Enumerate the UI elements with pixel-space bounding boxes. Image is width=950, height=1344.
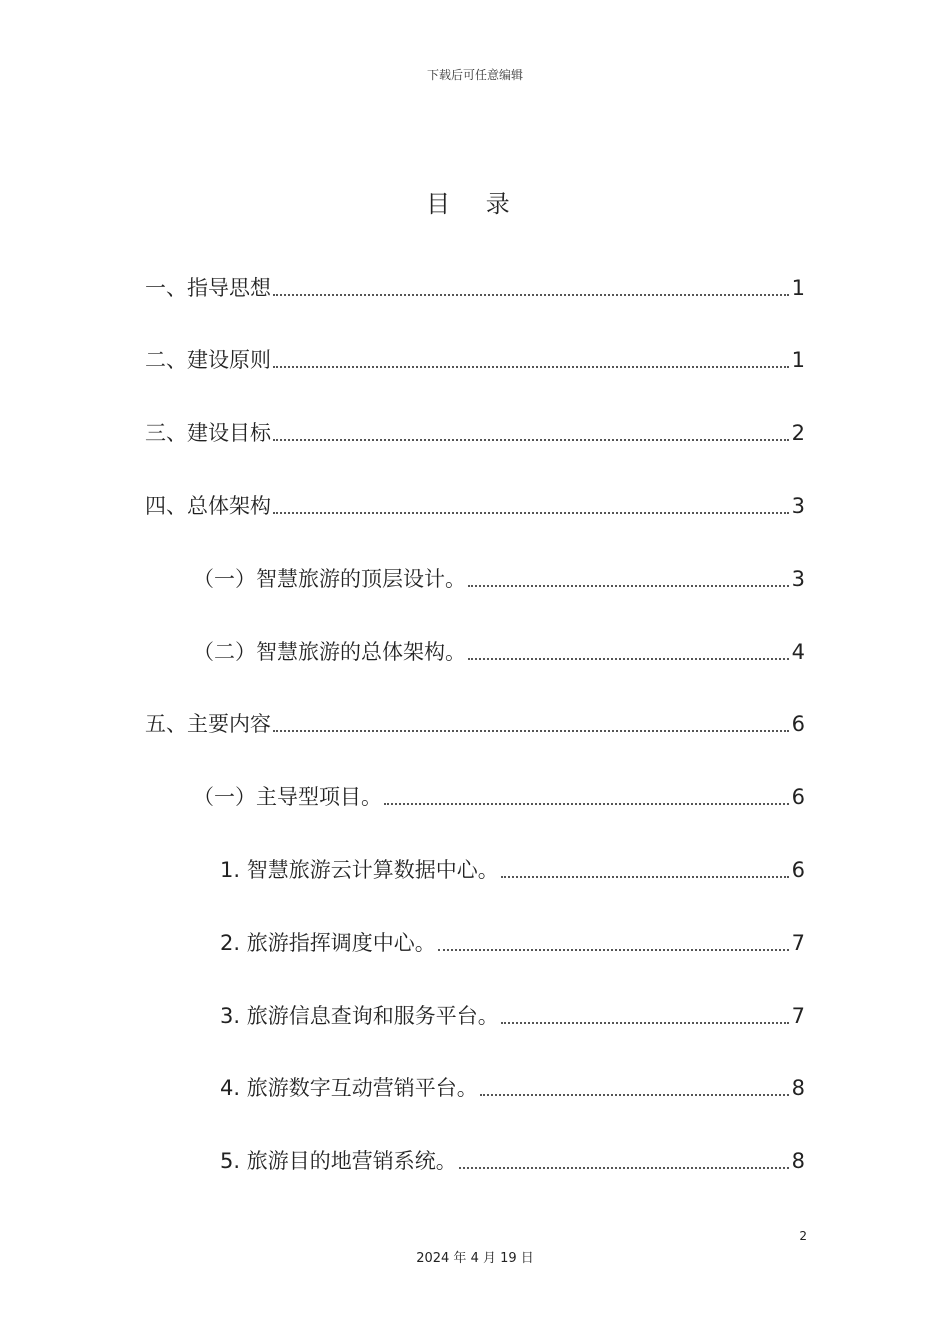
toc-entry-7[interactable] — [145, 708, 805, 740]
page-number: 2 — [799, 1229, 807, 1243]
toc-entry-10[interactable] — [220, 927, 805, 959]
toc-entry-label: 一、指导思想 — [145, 276, 271, 300]
toc-entry-label: 四、总体架构 — [145, 494, 271, 518]
toc-entry-page: 7 — [791, 1004, 805, 1028]
toc-entry-9[interactable] — [220, 854, 805, 886]
toc-entry-label: 3. 旅游信息查询和服务平台。 — [220, 1004, 499, 1028]
toc-entry-label: 1. 智慧旅游云计算数据中心。 — [220, 858, 499, 882]
toc-entry-6[interactable] — [193, 636, 805, 668]
toc-entry-label: （二）智慧旅游的总体架构。 — [193, 640, 466, 664]
toc-entry-label: （一）主导型项目。 — [193, 785, 382, 809]
toc-entry-label: （一）智慧旅游的顶层设计。 — [193, 567, 466, 591]
toc-entry-page: 4 — [791, 640, 805, 664]
toc-entry-label: 4. 旅游数字互动营销平台。 — [220, 1076, 478, 1100]
dot-leader — [438, 949, 789, 951]
dot-leader — [273, 366, 789, 368]
dot-leader — [384, 803, 789, 805]
footer-date: 2024 年 4 月 19 日 — [416, 1251, 534, 1266]
toc-entry-4[interactable] — [145, 490, 805, 522]
dot-leader — [273, 512, 789, 514]
toc-entry-8[interactable] — [193, 781, 805, 813]
toc-entry-5[interactable] — [193, 563, 805, 595]
toc-entry-label: 二、建设原则 — [145, 348, 271, 372]
toc-entry-page: 8 — [791, 1076, 805, 1100]
dot-leader — [273, 439, 789, 441]
toc-entry-label: 2. 旅游指挥调度中心。 — [220, 931, 436, 955]
toc-title: 目 录 — [426, 190, 524, 218]
toc-entry-page: 3 — [791, 567, 805, 591]
dot-leader — [480, 1094, 789, 1096]
toc-entry-12[interactable] — [220, 1072, 805, 1104]
dot-leader — [501, 1022, 789, 1024]
dot-leader — [459, 1167, 789, 1169]
dot-leader — [501, 876, 789, 878]
header-note: 下载后可任意编辑 — [426, 68, 523, 82]
toc-entry-label: 三、建设目标 — [145, 421, 271, 445]
toc-entry-page: 6 — [791, 858, 805, 882]
toc-entry-page: 7 — [791, 931, 805, 955]
toc-entry-label: 5. 旅游目的地营销系统。 — [220, 1149, 457, 1173]
dot-leader — [468, 585, 789, 587]
toc-entry-label: 五、主要内容 — [145, 712, 271, 736]
toc-entry-page: 1 — [791, 348, 805, 372]
toc-entry-page: 3 — [791, 494, 805, 518]
dot-leader — [273, 730, 789, 732]
dot-leader — [468, 658, 789, 660]
toc-entry-page: 6 — [791, 712, 805, 736]
toc-entry-page: 1 — [791, 276, 805, 300]
dot-leader — [273, 294, 789, 296]
toc-entry-2[interactable] — [145, 344, 805, 376]
toc-entry-page: 6 — [791, 785, 805, 809]
toc-entry-13[interactable] — [220, 1145, 805, 1177]
toc-entry-page: 8 — [791, 1149, 805, 1173]
toc-entry-11[interactable] — [220, 1000, 805, 1032]
toc-entry-page: 2 — [791, 421, 805, 445]
toc-entry-1[interactable] — [145, 272, 805, 304]
toc-entry-3[interactable] — [145, 417, 805, 449]
